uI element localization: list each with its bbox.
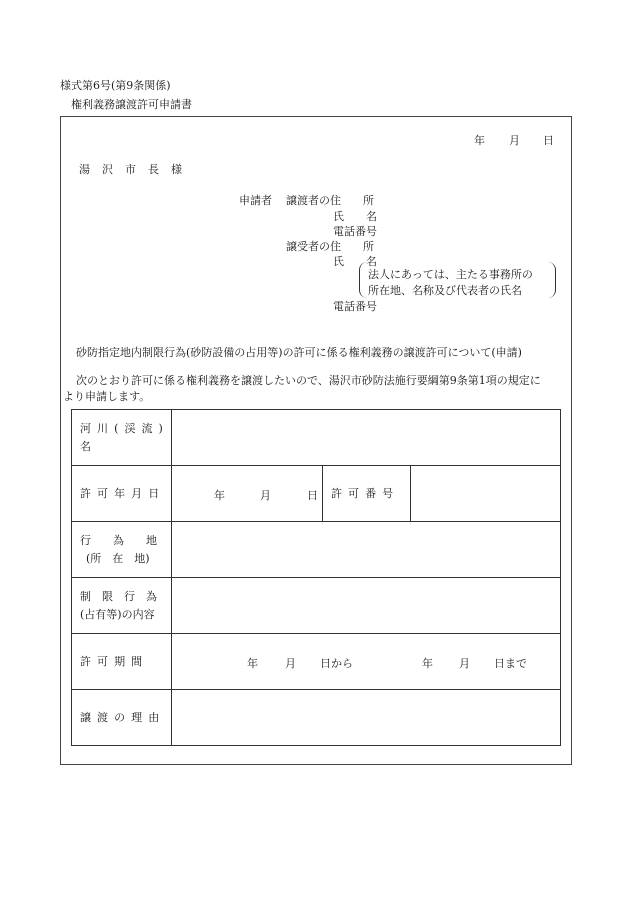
table-row-site <box>72 522 561 578</box>
table-row-restriction <box>72 578 561 634</box>
river-name-field[interactable] <box>172 410 561 466</box>
date-month: 月 <box>509 134 520 147</box>
permit-date-day: 日 <box>307 488 318 502</box>
transferor-phone-label: 電話番号 <box>333 225 377 238</box>
period-from-month: 月 <box>285 656 296 670</box>
site-label <box>72 522 172 578</box>
form-number: 様式第6号(第9条関係) <box>60 79 171 92</box>
transferee-name-label: 氏 名 <box>333 255 377 268</box>
period-to-year: 年 <box>422 656 433 670</box>
permit-period-label: 許可期間 <box>72 634 172 690</box>
table-row-river <box>72 410 561 466</box>
restriction-label-line2: (占有等)の内容 <box>80 607 155 621</box>
subject-line: 砂防指定地内制限行為(砂防設備の占用等)の許可に係る権利義務の譲渡許可について(申請) <box>76 346 522 359</box>
table-row-permit-date <box>72 466 561 522</box>
transferee-address-label: 譲受者の住 所 <box>286 240 374 253</box>
permit-number-label: 許可番号 <box>323 466 411 522</box>
application-table <box>71 409 561 746</box>
restriction-label <box>72 578 172 634</box>
site-field[interactable] <box>172 522 561 578</box>
date-year: 年 <box>474 134 485 147</box>
permit-date-year: 年 <box>214 488 225 502</box>
corporate-note-line2: 所在地、名称及び代表者の氏名 <box>368 284 522 297</box>
corporate-note-line1: 法人にあっては、主たる事務所の <box>368 268 533 281</box>
period-to-day: 日まで <box>494 656 527 670</box>
transferor-address-label: 譲渡者の住 所 <box>286 194 374 207</box>
transfer-reason-field[interactable] <box>172 690 561 746</box>
period-from-year: 年 <box>247 656 258 670</box>
permit-number-field[interactable] <box>411 466 561 522</box>
site-label-line2: (所 在 地) <box>86 551 150 565</box>
restriction-field[interactable] <box>172 578 561 634</box>
restriction-label-line1: 制 限 行 為 <box>80 589 157 603</box>
table-row-period <box>72 634 561 690</box>
permit-date-field[interactable] <box>172 466 323 522</box>
site-label-line1: 行 為 地 <box>80 533 157 547</box>
table-row-reason <box>72 690 561 746</box>
river-name-label: 河川(渓流)名 <box>72 410 172 466</box>
document-title: 権利義務譲渡許可申請書 <box>71 98 192 111</box>
transferee-phone-label: 電話番号 <box>333 300 377 313</box>
period-from-day: 日から <box>320 656 353 670</box>
permit-date-label: 許可年月日 <box>72 466 172 522</box>
permit-date-month: 月 <box>260 488 271 502</box>
transferor-name-label: 氏 名 <box>333 210 377 223</box>
transfer-reason-label: 譲渡の理由 <box>72 690 172 746</box>
body-line2: より申請します。 <box>63 390 151 403</box>
permit-period-field[interactable] <box>172 634 561 690</box>
applicant-label: 申請者 <box>239 194 272 207</box>
body-line1: 次のとおり許可に係る権利義務を譲渡したいので、湯沢市砂防法施行要綱第9条第1項の規定に <box>76 374 541 387</box>
date-day: 日 <box>543 134 554 147</box>
period-to-month: 月 <box>459 656 470 670</box>
